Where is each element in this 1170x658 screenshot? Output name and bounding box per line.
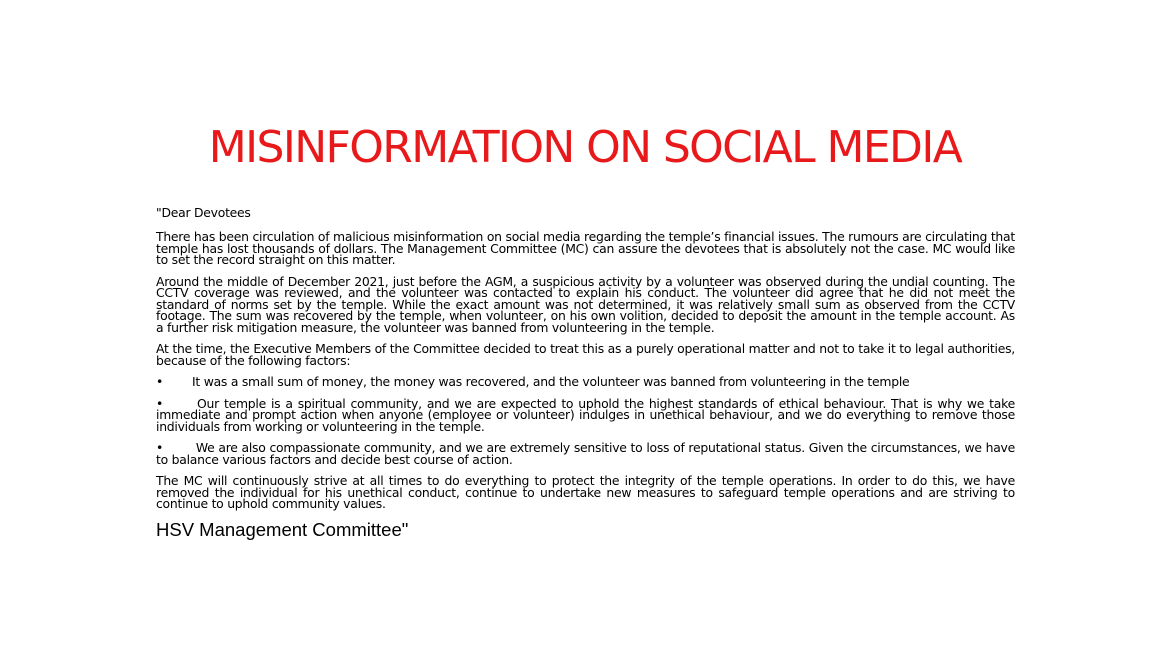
paragraph-rumours: There has been circulation of malicious misinformation on social media regarding the temple’s financial issues. The rumours are circulating that temple has lost thousands of dollars. The Management Committee (MC) can assure the devotees that is absolutely not the case. MC would like to set the record straight on this matter. [156,229,1015,267]
slide-title: MISINFORMATION ON SOCIAL MEDIA [208,122,962,173]
signature: HSV Management Committee" [156,518,409,540]
bullet-text: It was a small sum of money, the money was recovered, and the volunteer was banned from volunteering in the temple [192,374,910,389]
bullet-item [156,395,1015,434]
paragraph-incident: Around the middle of December 2021, just before the AGM, a suspicious activity by a volunteer was observed during the undial counting. The CCTV coverage was reviewed, and the volunteer was contacted to explain his conduct. The volunteer did agree that he did not meet the standard of norms set by the temple. While the exact amount was not determined, it was relatively small sum as observed from the CCTV footage. The sum was recovered by the temple, when volunteer, on his own volition, decided to deposit the amount in the temple account. As a further risk mitigation measure, the volunteer was banned from volunteering in the temple. [156,273,1015,335]
paragraph-decision: At the time, the Executive Members of the Committee decided to treat this as a purely operational matter and not to take it to legal authorities, because of the following factors: [156,341,1015,368]
statement-body [156,206,1015,540]
bullet-text: We are also compassionate community, and we are extremely sensitive to loss of reputational status. Given the circumstances, we have to balance various factors and decide best course of action. [156,440,1015,467]
bullet-icon: • [156,395,164,411]
bullet-item [156,376,1015,388]
salutation: "Dear Devotees [156,205,251,220]
bullet-item [156,442,1015,465]
bullet-icon: • [156,374,164,389]
bullet-icon: • [156,440,164,455]
paragraph-closing: The MC will continuously strive at all times to do everything to protect the integrity of the temple operations. In order to do this, we have removed the individual for his unethical conduct, continue to undertake new measures to safeguard temple operations and are striving to continue to uphold community values. [156,473,1015,511]
bullet-text: Our temple is a spiritual community, and we are expected to uphold the highest standards of ethical behaviour. That is why we take immediate and prompt action when anyone (employee or volunteer) indulges in unethical behaviour, and we do everything to remove those individuals from working or volunteering in the temple. [156,395,1015,434]
